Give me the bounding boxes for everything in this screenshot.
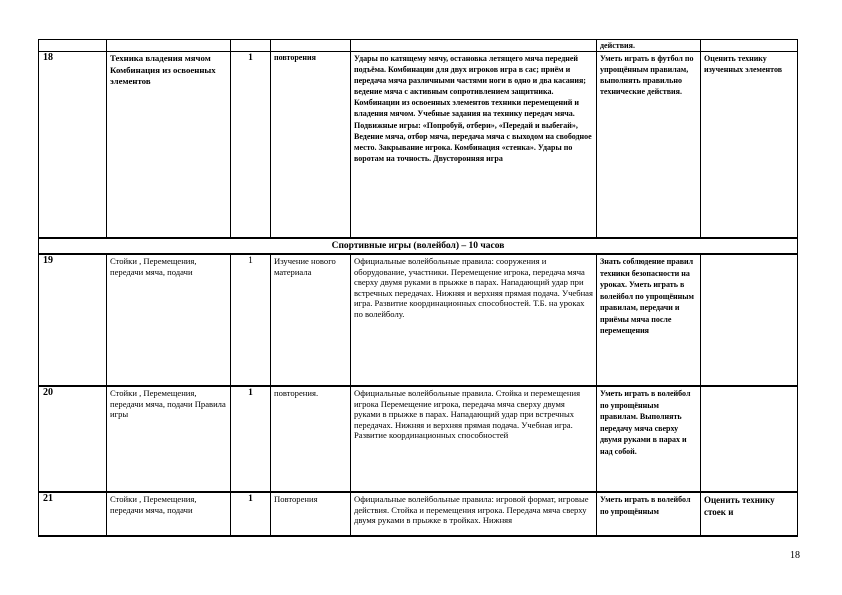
- lesson-type: Повторения: [271, 492, 351, 536]
- lesson-hours: 1: [231, 386, 271, 492]
- section-header-row: [39, 238, 798, 255]
- lesson-content: Официальные волейбольные правила: сооружения и оборудование, участники. Перемещение игрока, передача мяча сверху двумя руками в прыжке в парах. Нападающий удар при встречных передачах. Нижняя и верхняя прямая подача. Учебная игра. Развитие координационных способностей. Т.Б. на уроках по волейболу.: [351, 254, 597, 386]
- cell-num: [39, 40, 107, 52]
- section-title: Спортивные игры (волейбол) – 10 часов: [39, 238, 798, 255]
- lesson-type: повторения.: [271, 386, 351, 492]
- lesson-content: Официальные волейбольные правила. Стойка и перемещения игрока Перемещение игрока, передача мяча сверху двумя руками в прыжке в парах. Нападающий удар при встречных передачах. Нижняя и верхняя прямая подача. Учебная игра. Развитие координационных способностей: [351, 386, 597, 492]
- lesson-plan-table: [38, 39, 798, 537]
- lesson-type: повторения: [271, 52, 351, 238]
- lesson-result: Уметь играть в волейбол по упрощённым правилам. Выполнять передачу мяча сверху двумя руками в парах и над собой.: [597, 386, 701, 492]
- lesson-topic: Стойки , Перемещения, передачи мяча, подачи: [107, 492, 231, 536]
- row-number: 20: [39, 386, 107, 492]
- lesson-result: Уметь играть в футбол по упрощённым правилам, выполнять правильно технические действия.: [597, 52, 701, 238]
- table-row: [39, 254, 798, 386]
- row-number: 18: [39, 52, 107, 238]
- cell-control: [701, 40, 798, 52]
- table-row: [39, 492, 798, 536]
- lesson-topic: Стойки , Перемещения, передачи мяча, подачи Правила игры: [107, 386, 231, 492]
- lesson-control: Оценить технику стоек и: [701, 492, 798, 536]
- lesson-hours: 1: [231, 254, 271, 386]
- lesson-control: [701, 386, 798, 492]
- row-number: 21: [39, 492, 107, 536]
- table-row: [39, 386, 798, 492]
- lesson-result: Знать соблюдение правил техники безопасности на уроках. Уметь играть в волейбол по упрощённым правилам, передачи и приёмы мяча после перемещения: [597, 254, 701, 386]
- table-row: [39, 40, 798, 52]
- lesson-content: Официальные волейбольные правила: игровой формат, игровые действия. Стойка и перемещения игрока. Передача мяча сверху двумя руками в прыжке в тройках. Нижняя: [351, 492, 597, 536]
- row-number: 19: [39, 254, 107, 386]
- cell-content: [351, 40, 597, 52]
- lesson-hours: 1: [231, 492, 271, 536]
- lesson-control: Оценить технику изученных элементов: [701, 52, 798, 238]
- table-row: [39, 52, 798, 238]
- cell-result: действия.: [597, 40, 701, 52]
- cell-hours: [231, 40, 271, 52]
- lesson-control: [701, 254, 798, 386]
- cell-topic: [107, 40, 231, 52]
- lesson-topic: Стойки , Перемещения, передачи мяча, подачи: [107, 254, 231, 386]
- lesson-content: Удары по катящему мячу, остановка летящего мяча передней подъёма. Комбинации для двух игроков игра в сас; приём и передача мяча различными частями ноги в одно и два касания; ведение мяча с активным сопротивлением защитника. Комбинации из освоенных элементов техники перемещений и владения мячом. Учебные задания на технику передач мяча. Подвижные игры: «Попробуй, отбери», «Передай и выбегай», Ведение мяча, отбор мяча, передача мяча с выходом на свободное место. Закрывание игрока. Комбинация «стенка». Удары по воротам на точность. Двусторонняя игра: [351, 52, 597, 238]
- lesson-hours: 1: [231, 52, 271, 238]
- lesson-topic: Техника владения мячом Комбинация из освоенных элементов: [107, 52, 231, 238]
- lesson-result: Уметь играть в волейбол по упрощённым: [597, 492, 701, 536]
- cell-type: [271, 40, 351, 52]
- lesson-type: Изучение нового материала: [271, 254, 351, 386]
- page-number: 18: [790, 550, 800, 561]
